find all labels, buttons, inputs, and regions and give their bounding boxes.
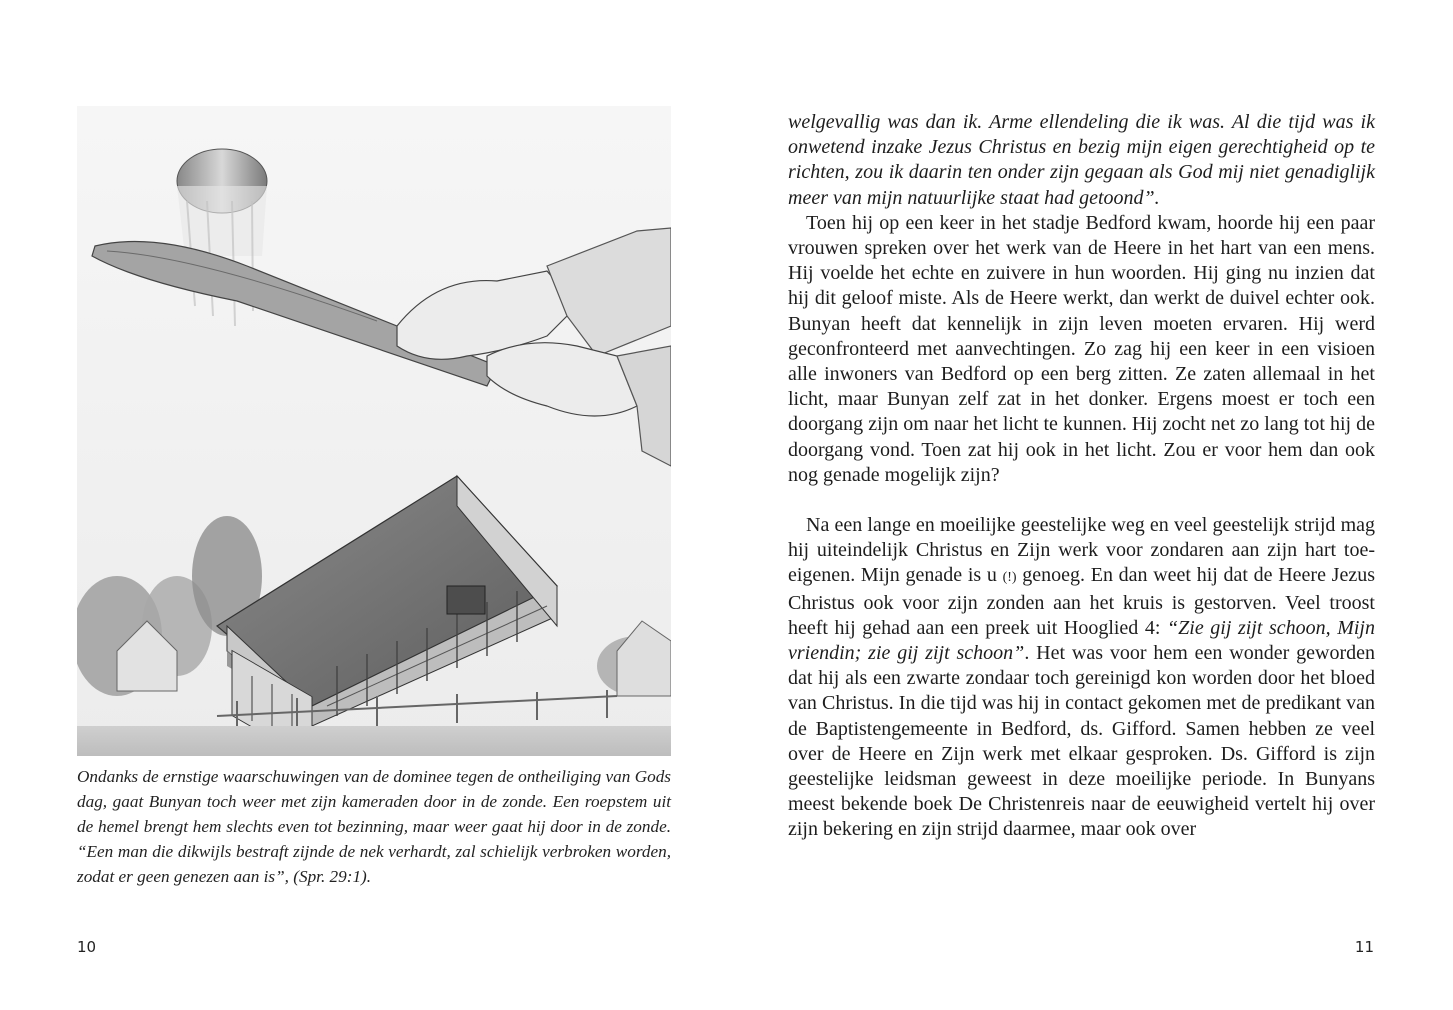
- ground: [77, 726, 671, 756]
- illustration-caption: Ondanks de ernstige waarschuwingen van de dominee tegen de ontheiliging van Gods dag, gaat Bunyan toch weer met zijn kameraden door in de zonde. Een roepstem uit de hemel brengt hem slechts even tot bezinning, maar weer gaat hij door in de zonde. “Een man die dikwijls bestraft zijnde de nek verhardt, zal schielijk verbroken worden, zodat er geen genezen aan is”, (Spr. 29:1).: [77, 767, 671, 886]
- paragraph-2-mark: (!): [1002, 570, 1017, 586]
- left-page: [0, 0, 726, 1010]
- paragraph-2-part-b: genoeg. En dan weet hij dat de Heere Jezus Christus ook voor zijn zonden aan het kruis is gestorven. Veel troost heeft hij gehad aan een preek uit Hooglied 4:: [788, 564, 1375, 639]
- paragraph-2-quote: “Zie gij zijt schoon, Mijn vriendin; zie gij zijt schoon”: [788, 616, 1375, 665]
- page-number-right: 11: [1354, 938, 1374, 956]
- illustration-svg: [77, 106, 671, 756]
- paragraph-2-part-c: . Het was voor hem een wonder geworden dat hij als een zwarte zondaar toch gereinigd kon worden door het bloed van Christus. In die tijd was hij in contact gekomen met de predikant van de Baptistengemeente in Bedford, ds. Gifford. Samen hebben ze veel over de Heere en Zijn werk met elkaar gesproken. Ds. Gifford is zijn geestelijke leidsman geweest in deze moeilijke periode. In Bunyans meest bekende boek De Christenreis naar de eeuwigheid vertelt hij over zijn bekering en zijn strijd daarmee, maar ook over: [788, 642, 1375, 841]
- body-text: [788, 110, 1375, 843]
- page-number-left: 10: [77, 938, 97, 956]
- pencil-drawing-illustration: [77, 106, 671, 756]
- quote-continuation: welgevallig was dan ik. Arme ellendeling die ik was. Al die tijd was ik onwetend inzake Jezus Christus en bezig mijn eigen gerechtigheid op te richten, zou ik daarin ten onder zijn gegaan als God mij niet genadiglijk meer van mijn natuurlijke staat had getoond”.: [788, 111, 1375, 209]
- paragraph-2: [788, 513, 1375, 843]
- paragraph-gap: [788, 488, 1375, 513]
- paragraph-1: Toen hij op een keer in het stadje Bedford kwam, hoorde hij een paar vrouwen spreken over het werk van de Heere in het hart van een mens. Hij voelde het echte en zuivere in hun woorden. Hij ging nu inzien dat hij dit geloof miste. Als de Heere werkt, dan werkt de duivel echter ook. Bunyan heeft dat kennelijk in zijn leven moeten ervaren. Hij werd geconfronteerd met aanvechtingen. Zo zag hij een keer in een visioen alle inwoners van Bedford op een berg zitten. Ze zaten allemaal in het licht, maar Bunyan zelf zat in het donker. Ergens moest er toch een doorgang zijn om naar het licht te kunnen. Hij zocht net zo lang tot hij de doorgang vond. Toen zat hij ook in het licht. Zou er voor hem dan ook nog genade mogelijk zijn?: [788, 211, 1375, 486]
- paragraph-2-part-a: Na een lange en moeilijke geestelijke weg en veel geestelijk strijd mag hij uiteindelijk Christus en Zijn werk voor zondaren aan zijn hart toe-eigenen. Mijn genade is u: [788, 514, 1375, 587]
- right-page: [727, 0, 1453, 1010]
